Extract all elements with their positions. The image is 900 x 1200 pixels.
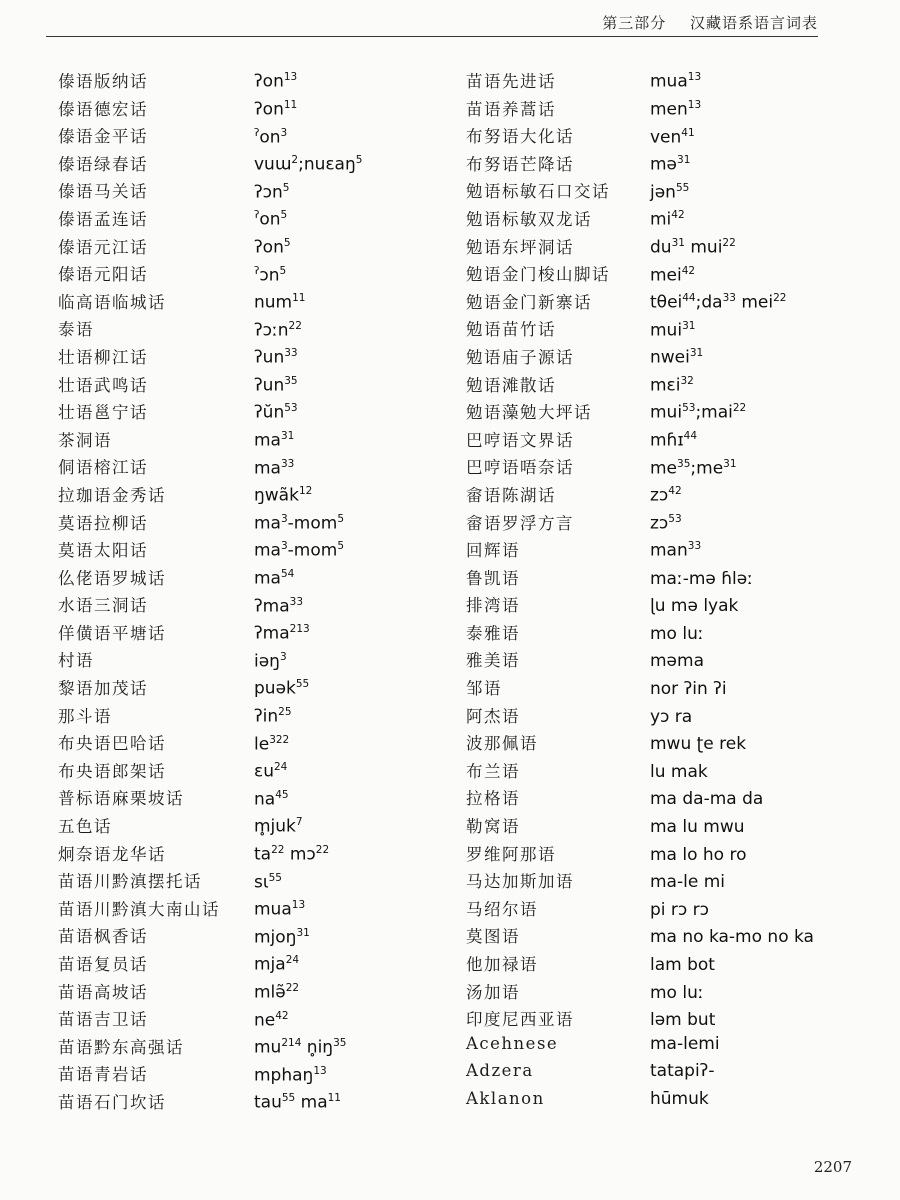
word-form: ma lu mwu	[650, 817, 745, 838]
word-entry-row	[466, 482, 814, 510]
language-name: 苗语吉卫话	[58, 1010, 148, 1030]
word-form: ʔɔːn$^{22}$	[254, 319, 302, 341]
language-name: 汤加语	[466, 982, 520, 1002]
language-name: 苗语高坡话	[58, 982, 148, 1002]
word-entry-row	[58, 151, 362, 179]
language-name: 莫图语	[466, 927, 520, 947]
language-name: 傣语元江话	[58, 237, 148, 257]
word-form: $mu^{214}$ $n̥iŋ^{35}$	[254, 1037, 347, 1058]
language-name: 壮语武鸣话	[58, 375, 148, 395]
language-name: 水语三洞话	[58, 596, 148, 616]
word-form: vuɯ$^2$;nuɛaŋ$^5$	[254, 154, 363, 175]
word-entry-row	[58, 923, 362, 951]
word-entry-row	[466, 289, 814, 317]
word-form: mo luː	[650, 982, 704, 1003]
word-entry-row	[58, 372, 362, 400]
word-form: ʔin$^{25}$	[254, 706, 292, 727]
word-form: mo luː	[650, 623, 704, 644]
language-name: 五色话	[58, 817, 112, 837]
word-entry-row	[58, 979, 362, 1007]
language-name: 波那佩语	[466, 734, 538, 754]
language-name: 阿杰语	[466, 706, 520, 726]
running-header-title: 汉藏语系语言词表	[689, 14, 818, 32]
word-form: $mi^{42}$	[650, 209, 685, 230]
word-entry-row	[58, 234, 362, 262]
language-name: 布兰语	[466, 761, 520, 781]
page-number: 2207	[813, 1158, 852, 1176]
word-entry-row	[466, 537, 814, 565]
word-form: pi rɔ rɔ	[650, 899, 709, 920]
word-entry-row	[466, 868, 814, 896]
word-form: $du^{31}$ mui$^{22}$	[650, 236, 736, 258]
word-form: ʔŭn$^{53}$	[254, 402, 298, 424]
running-header	[602, 12, 818, 33]
word-entry-row	[58, 841, 362, 869]
language-name: 傣语绿春话	[58, 154, 148, 174]
word-entry-row	[466, 427, 814, 455]
word-form: $t\theta ei^{44};da^{33}$ mei$^{22}$	[650, 292, 787, 313]
language-name: 勉语标敏石口交话	[466, 182, 610, 202]
word-entry-row	[58, 730, 362, 758]
word-form: $^ʔon^3$	[254, 126, 288, 148]
word-entry-row	[466, 1061, 814, 1089]
word-form: $me^{35};me^{31}$	[650, 457, 737, 479]
word-form: nor ʔin ʔi	[650, 679, 727, 700]
word-entry-row	[466, 841, 814, 869]
word-entry-row	[466, 951, 814, 979]
word-form: mwu ʈe rek	[650, 734, 747, 755]
word-form: sɩ$^{55}$	[254, 871, 282, 893]
word-entry-row	[466, 261, 814, 289]
word-entry-row	[466, 813, 814, 841]
language-name: 苗语青岩话	[58, 1065, 148, 1085]
language-name: 马达加斯加语	[466, 872, 574, 892]
word-entry-row	[466, 178, 814, 206]
word-entry-row	[466, 372, 814, 400]
word-form: ʔon$^5$	[254, 236, 291, 258]
word-entry-row	[58, 565, 362, 593]
word-form: m̥juk$^7$	[254, 816, 303, 838]
word-entry-row	[58, 537, 362, 565]
word-form: ŋwãk$^{12}$	[254, 485, 313, 506]
language-name: 巴哼语唔奈话	[466, 458, 574, 478]
language-name: 邹语	[466, 679, 502, 699]
language-name: 傣语版纳话	[58, 72, 148, 91]
word-form: $ma^3-mom^5$	[254, 512, 345, 534]
word-list-left-column	[58, 68, 362, 1117]
word-entry-row	[58, 1006, 362, 1034]
word-entry-row	[58, 261, 362, 289]
word-entry-row	[466, 454, 814, 482]
word-form: $^ʔon^5$	[254, 209, 288, 230]
word-entry-row	[466, 647, 814, 675]
word-form: ven$^{41}$	[650, 126, 695, 148]
word-entry-row	[466, 758, 814, 786]
language-name: 勒窝语	[466, 817, 520, 837]
language-name: 泰语	[58, 320, 94, 340]
word-form: ma no ka-mo no ka	[650, 927, 814, 948]
language-name: 那斗语	[58, 706, 112, 726]
word-form: tatapiʔ-	[650, 1061, 715, 1082]
word-entry-row	[58, 96, 362, 124]
word-form: ɛu$^{24}$	[254, 761, 288, 782]
language-name: 勉语标敏双龙话	[466, 209, 592, 229]
language-name: 他加禄语	[466, 955, 538, 974]
word-form: yɔ ra	[650, 706, 693, 727]
word-form: ma-le mi	[650, 872, 725, 893]
language-name: Aklanon	[466, 1088, 545, 1108]
word-entry-row	[58, 1034, 362, 1062]
word-form: $na^{45}$	[254, 788, 289, 810]
language-name: 莫语太阳话	[58, 541, 148, 561]
word-form: ʔun$^{35}$	[254, 374, 298, 396]
word-entry-row	[466, 730, 814, 758]
word-entry-row	[466, 565, 814, 593]
language-name: 畲语陈湖话	[466, 485, 556, 505]
word-entry-row	[466, 234, 814, 262]
language-name: 傣语金平话	[58, 127, 148, 147]
word-entry-row	[466, 923, 814, 951]
word-form: num$^{11}$	[254, 292, 306, 313]
word-form: zɔ$^{42}$	[650, 485, 682, 506]
word-entry-row	[58, 1061, 362, 1089]
word-form: $ma^{54}$	[254, 568, 295, 589]
word-form: tau$^{55}$ $ma^{11}$	[254, 1092, 341, 1113]
word-entry-row	[58, 758, 362, 786]
word-entry-row	[58, 868, 362, 896]
word-entry-row	[466, 896, 814, 924]
language-name: Adzera	[466, 1061, 534, 1081]
language-name: 布央语巴哈话	[58, 734, 166, 754]
language-name: 回辉语	[466, 541, 520, 561]
word-entry-row	[58, 482, 362, 510]
language-name: 勉语金门新寨话	[466, 292, 592, 312]
word-entry-row	[58, 785, 362, 813]
word-entry-row	[466, 68, 814, 96]
language-name: 傣语德宏话	[58, 99, 148, 119]
word-form: ma lo ho ro	[650, 844, 747, 865]
language-name: 傣语元阳话	[58, 265, 148, 285]
word-entry-row	[58, 427, 362, 455]
language-name: 布央语郎架话	[58, 761, 166, 781]
word-entry-row	[466, 1034, 814, 1062]
word-form: hūmuk	[650, 1088, 709, 1109]
language-name: 拉珈语金秀话	[58, 485, 166, 505]
language-name: 勉语滩散话	[466, 375, 556, 395]
word-entry-row	[466, 316, 814, 344]
word-entry-row	[58, 178, 362, 206]
language-name: 勉语金门梭山脚话	[466, 265, 610, 285]
language-name: 苗语川黔滇大南山话	[58, 899, 220, 919]
word-form: mɛi$^{32}$	[650, 374, 694, 396]
word-form: ma da-ma da	[650, 789, 764, 810]
language-name: 临高语临城话	[58, 292, 166, 312]
word-entry-row	[466, 399, 814, 427]
word-entry-row	[466, 96, 814, 124]
word-entry-row	[58, 344, 362, 372]
word-entry-row	[466, 592, 814, 620]
language-name: 苗语枫香话	[58, 927, 148, 947]
word-entry-row	[58, 592, 362, 620]
language-name: 苗语先进话	[466, 72, 556, 91]
language-name: 拉格语	[466, 789, 520, 809]
language-name: 茶洞语	[58, 430, 112, 450]
language-name: 马绍尔语	[466, 899, 538, 919]
word-form: $ma^{33}$	[254, 457, 295, 479]
word-entry-row	[466, 344, 814, 372]
word-form: mə$^{31}$	[650, 154, 691, 175]
word-form: men$^{13}$	[650, 98, 702, 120]
word-form: mua$^{13}$	[254, 899, 306, 920]
language-name: 苗语石门坎话	[58, 1092, 166, 1112]
word-entry-row	[58, 289, 362, 317]
word-entry-row	[58, 68, 362, 96]
language-name: 勉语藻勉大坪话	[466, 403, 592, 423]
language-name: 傣语孟连话	[58, 209, 148, 229]
header-rule	[46, 36, 818, 37]
language-name: 勉语苗竹话	[466, 320, 556, 340]
language-name: 畲语罗浮方言	[466, 513, 574, 533]
word-form: ʔon$^{11}$	[254, 98, 298, 120]
language-name: 傣语马关话	[58, 182, 148, 202]
language-name: 苗语黔东高强话	[58, 1037, 184, 1057]
word-entry-row	[466, 510, 814, 538]
language-name: 壮语邕宁话	[58, 403, 148, 423]
language-name: 炯奈语龙华话	[58, 844, 166, 864]
word-form: $ma^3-mom^5$	[254, 540, 345, 562]
word-entry-row	[58, 813, 362, 841]
language-name: 罗维阿那语	[466, 844, 556, 864]
language-name: 泰雅语	[466, 623, 520, 643]
word-form: puək$^{55}$	[254, 678, 310, 700]
word-form: $ma^{31}$	[254, 430, 295, 451]
language-name: 印度尼西亚语	[466, 1010, 574, 1030]
language-name: 侗语榕江话	[58, 458, 148, 478]
word-list-right-column	[466, 68, 814, 1117]
word-form: ʔon$^{13}$	[254, 71, 298, 92]
word-form: zɔ$^{53}$	[650, 512, 682, 534]
word-form: ɭu mə lyak	[650, 596, 739, 617]
language-name: 布努语大化话	[466, 127, 574, 147]
word-entry-row	[466, 123, 814, 151]
word-entry-row	[466, 1006, 814, 1034]
word-form: mphaŋ$^{13}$	[254, 1064, 327, 1086]
word-form: $ta^{22}$ mɔ$^{22}$	[254, 843, 330, 865]
language-name: 雅美语	[466, 651, 520, 671]
word-entry-row	[466, 1089, 814, 1117]
word-entry-row	[466, 979, 814, 1007]
word-entry-row	[58, 647, 362, 675]
word-form: lu mak	[650, 761, 708, 782]
word-form: ʔɔn$^5$	[254, 181, 290, 203]
word-entry-row	[58, 703, 362, 731]
language-name: 勉语东坪洞话	[466, 237, 574, 257]
word-entry-row	[58, 510, 362, 538]
word-form: məma	[650, 651, 704, 672]
word-form: $le^{322}$	[254, 733, 290, 755]
word-entry-row	[466, 151, 814, 179]
language-name: 苗语复员话	[58, 955, 148, 974]
word-entry-row	[58, 896, 362, 924]
language-name: 鲁凯语	[466, 568, 520, 588]
word-entry-row	[466, 206, 814, 234]
language-name: 壮语柳江话	[58, 347, 148, 367]
word-entry-row	[58, 454, 362, 482]
word-form: lam bot	[650, 955, 715, 975]
word-entry-row	[58, 316, 362, 344]
word-entry-row	[58, 675, 362, 703]
word-form: man$^{33}$	[650, 540, 702, 562]
word-form: mjoŋ$^{31}$	[254, 926, 310, 948]
language-name: 黎语加茂话	[58, 679, 148, 699]
word-form: maː-mə ɦləː	[650, 568, 753, 589]
word-form: mlə̃$^{22}$	[254, 981, 300, 1003]
word-form: nwei$^{31}$	[650, 347, 704, 368]
word-entry-row	[58, 123, 362, 151]
language-name: 仫佬语罗城话	[58, 568, 166, 588]
word-form: mui$^{31}$	[650, 319, 696, 341]
word-form: mui$^{53}$;mai$^{22}$	[650, 402, 747, 424]
word-entry-row	[58, 206, 362, 234]
language-name: 苗语川黔滇摆托话	[58, 872, 202, 892]
language-name: 莫语拉柳话	[58, 513, 148, 533]
language-name: 佯僙语平塘话	[58, 623, 166, 643]
word-form: mua$^{13}$	[650, 71, 702, 92]
word-entry-row	[58, 620, 362, 648]
language-name: Acehnese	[466, 1033, 559, 1053]
language-name: 巴哼语文界话	[466, 430, 574, 450]
word-entry-row	[58, 1089, 362, 1117]
word-form: mei$^{42}$	[650, 264, 696, 286]
word-form: ʔma$^{213}$	[254, 623, 310, 644]
word-form: $^ʔ$ɔn$^5$	[254, 264, 287, 286]
word-form: ma-lemi	[650, 1033, 720, 1054]
language-name: 布努语芒降话	[466, 154, 574, 174]
language-name: 普标语麻栗坡话	[58, 789, 184, 809]
word-form: ʔun$^{33}$	[254, 347, 298, 368]
word-entry-row	[466, 785, 814, 813]
word-entry-row	[466, 675, 814, 703]
language-name: 勉语庙子源话	[466, 347, 574, 367]
word-form: ləm but	[650, 1010, 716, 1031]
language-name: 苗语养蒿话	[466, 99, 556, 119]
word-form: jən$^{55}$	[650, 181, 690, 203]
language-name: 排湾语	[466, 596, 520, 616]
word-entry-row	[58, 399, 362, 427]
word-form: $ne^{42}$	[254, 1009, 289, 1031]
word-form: iəŋ$^3$	[254, 650, 287, 672]
word-entry-row	[466, 620, 814, 648]
word-form: mɦɪ$^{44}$	[650, 430, 698, 451]
language-name: 村语	[58, 651, 94, 671]
word-entry-row	[466, 703, 814, 731]
running-header-part: 第三部分	[602, 14, 667, 32]
word-entry-row	[58, 951, 362, 979]
word-form: mja$^{24}$	[254, 954, 300, 975]
word-form: ʔma$^{33}$	[254, 595, 304, 617]
